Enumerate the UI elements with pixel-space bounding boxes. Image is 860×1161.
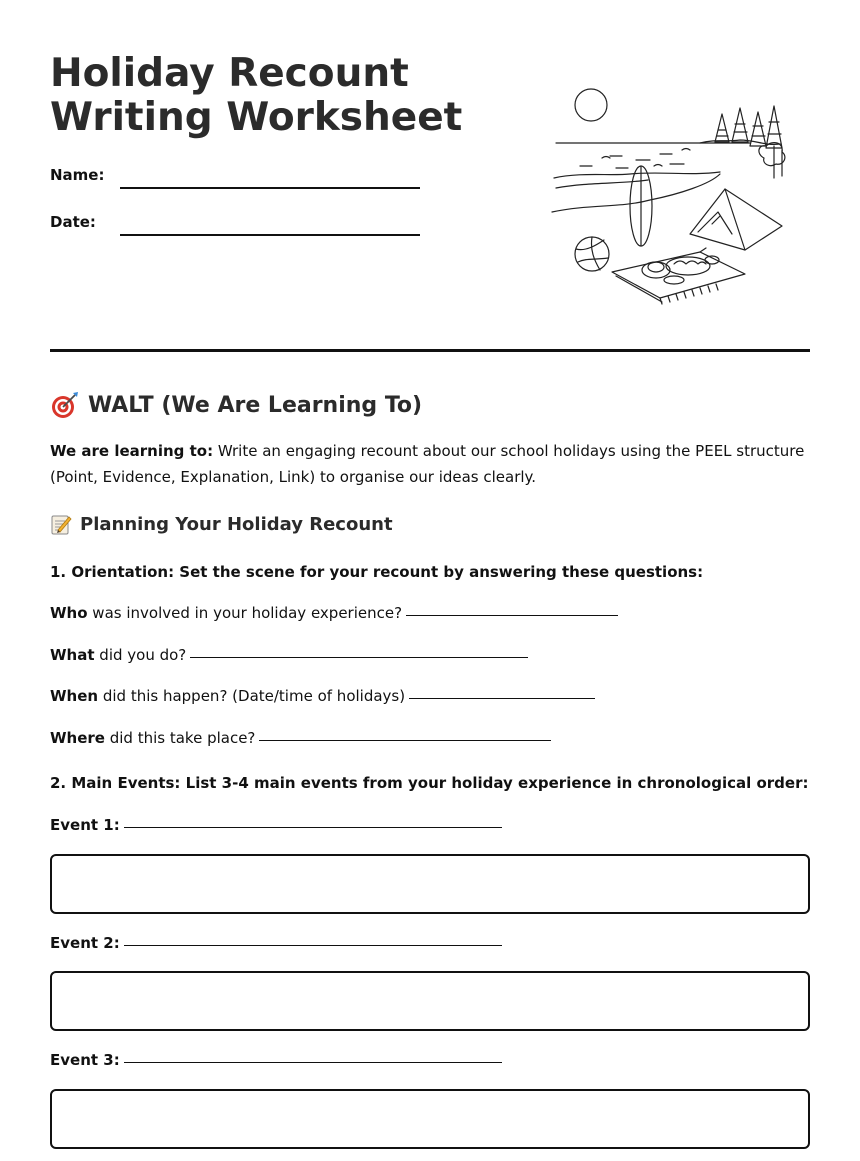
name-field[interactable] [50,160,420,190]
question-who [50,604,618,622]
name-label: Name: [50,166,105,184]
question-who-keyword: Who [50,604,88,622]
event-2-title-line[interactable] [124,944,502,946]
question-where-text: did this take place? [104,729,256,747]
worksheet-page [50,0,810,1161]
answer-when-line[interactable] [409,697,595,699]
event-2-label [50,934,502,952]
walt-statement [50,438,810,490]
target-dart-icon [50,390,80,420]
pine-trees-icon [715,106,785,178]
memo-pencil-icon [50,512,72,536]
surfboard-icon [630,166,652,246]
walt-body: Write an engaging recount about our school holidays using the PEEL structure (Point, Evidence, Explanation, Link) to organise our ideas clearly. [50,442,805,486]
event-2-box[interactable] [50,971,810,1031]
beach-ball-icon [575,237,609,271]
question-what-keyword: What [50,646,95,664]
event-1-label-text: Event 1: [50,816,120,834]
beach-camping-illustration [550,84,790,306]
question-what [50,646,528,664]
event-1-label [50,816,502,834]
title-line-1: Holiday Recount [50,51,409,96]
page-title [50,52,510,140]
date-line[interactable] [120,234,420,236]
planning-heading [50,512,393,536]
date-field[interactable] [50,207,420,237]
main-events-heading: 2. Main Events: List 3-4 main events from your holiday experience in chronological order: [50,774,809,792]
answer-where-line[interactable] [259,739,551,741]
walt-heading-text: WALT (We Are Learning To) [88,392,423,418]
question-when-keyword: When [50,687,99,705]
name-line[interactable] [120,187,420,189]
event-3-label-text: Event 3: [50,1051,120,1069]
title-line-2: Writing Worksheet [50,95,463,140]
tent-icon [690,189,782,250]
question-when-text: did this happen? (Date/time of holidays) [98,687,406,705]
event-3-label [50,1051,502,1069]
walt-heading [50,390,422,420]
answer-what-line[interactable] [190,656,528,658]
date-label: Date: [50,213,96,231]
picnic-blanket-icon [612,248,745,304]
event-1-box[interactable] [50,854,810,914]
planning-heading-text: Planning Your Holiday Recount [80,513,393,535]
sun-icon [575,89,607,121]
event-3-box[interactable] [50,1089,810,1149]
orientation-heading: 1. Orientation: Set the scene for your recount by answering these questions: [50,563,704,581]
question-when [50,687,595,705]
question-what-text: did you do? [94,646,187,664]
answer-who-line[interactable] [406,614,618,616]
walt-lead: We are learning to: [50,442,214,460]
event-1-title-line[interactable] [124,826,502,828]
question-where-keyword: Where [50,729,105,747]
question-where [50,729,551,747]
event-3-title-line[interactable] [124,1061,502,1063]
question-who-text: was involved in your holiday experience? [87,604,403,622]
event-2-label-text: Event 2: [50,934,120,952]
header-divider [50,349,810,352]
